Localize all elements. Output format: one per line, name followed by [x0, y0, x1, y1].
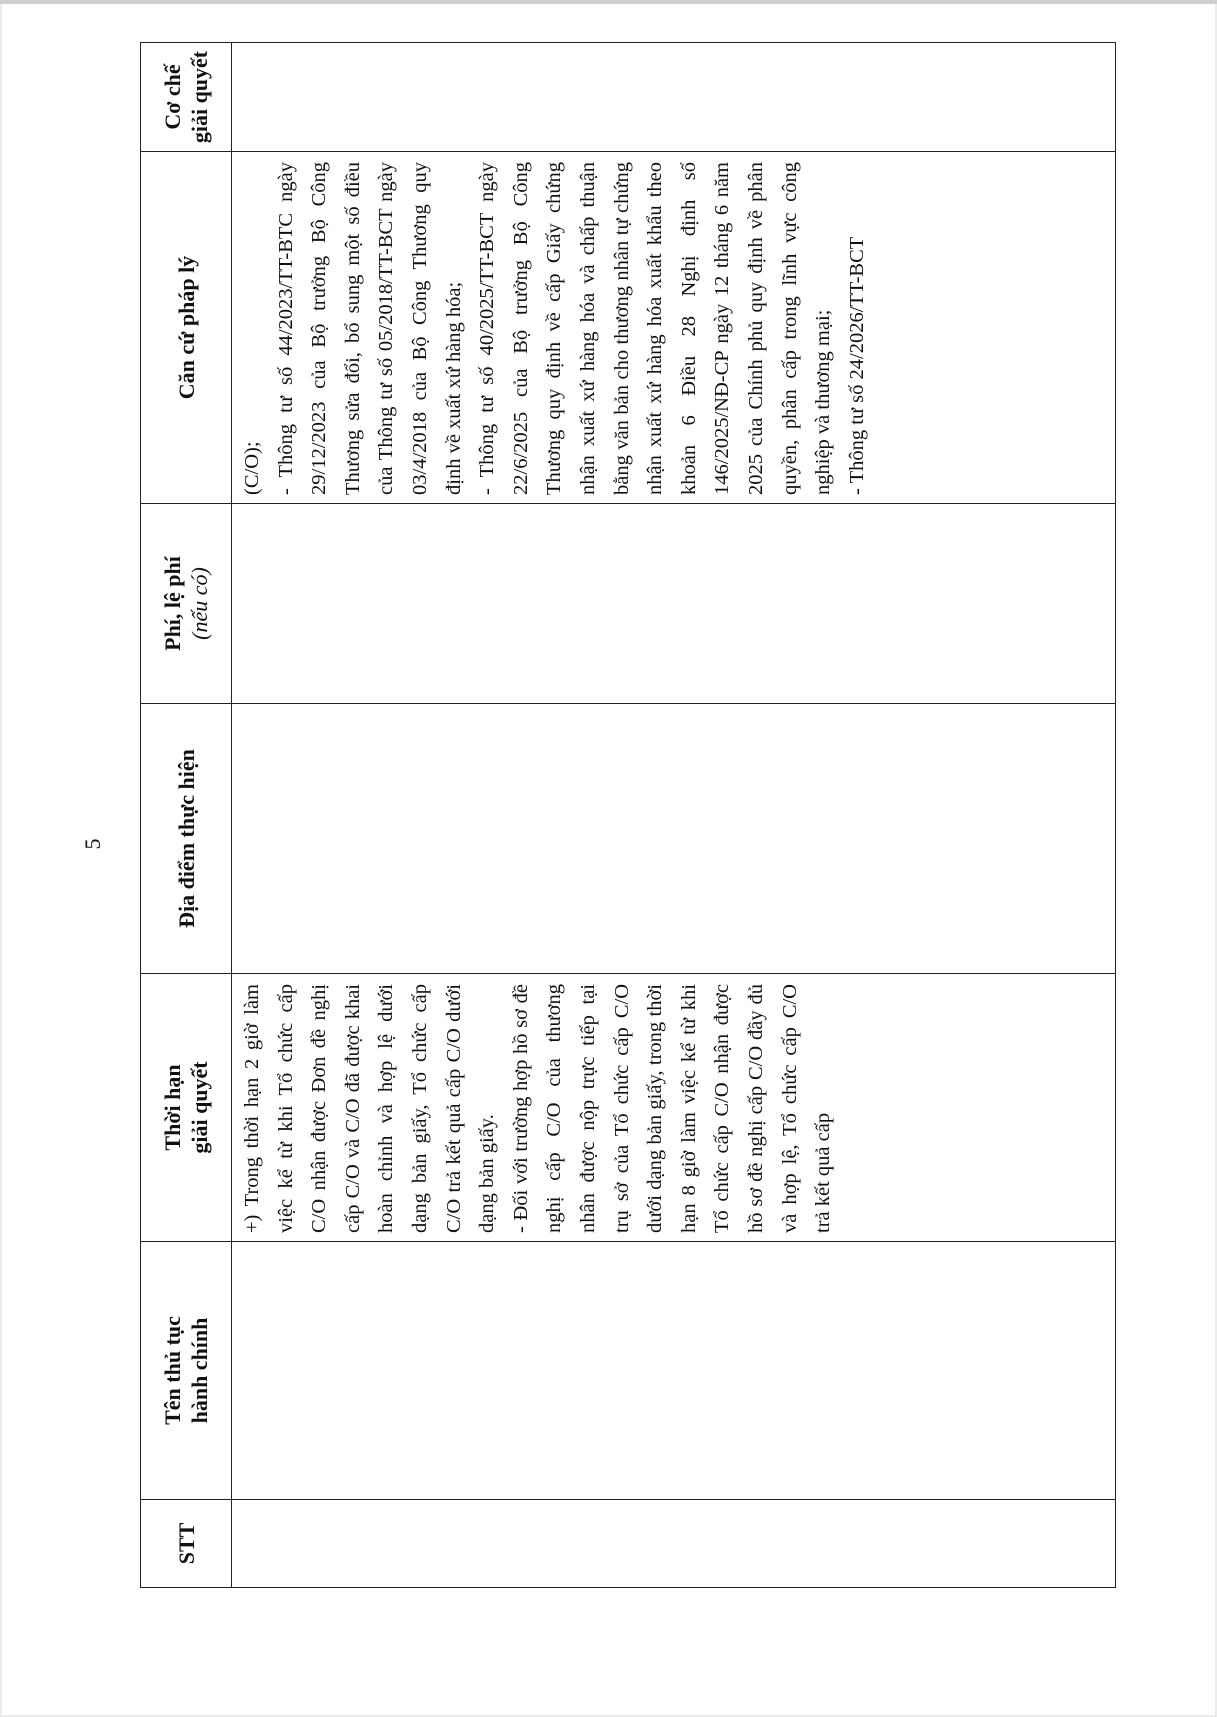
header-time-limit — [141, 974, 232, 1242]
cell-location — [232, 704, 1116, 974]
header-time-limit-line-1: Thời hạn — [160, 1064, 185, 1151]
cell-mechanism — [232, 43, 1116, 152]
rotated-table-frame — [140, 43, 1115, 1588]
legal-basis-paragraph: (C/O); — [241, 441, 263, 495]
cell-legal-basis — [232, 152, 1116, 504]
legal-basis-paragraph: - Thông tư số 24/2026/TT-BCT — [845, 236, 868, 495]
table-header-row — [141, 43, 232, 1588]
header-mechanism — [141, 43, 232, 152]
header-mechanism-line-2: giải quyết — [187, 50, 212, 144]
cell-stt — [232, 1500, 1116, 1588]
header-procedure-name-line-1: Tên thủ tục — [160, 1316, 185, 1425]
procedure-table — [140, 42, 1116, 1588]
header-fee-label: Phí, lệ phí — [160, 556, 185, 651]
header-mechanism-line-1: Cơ chế — [160, 64, 185, 130]
header-fee — [141, 504, 232, 704]
legal-basis-paragraph: - Thông tư số 44/2023/TT-BTC ngày 29/12/2023 của Bộ trưởng Bộ Công Thương sửa đổi, bổ sung một số điều của Thông tư số 05/2018/TT-BCT ngày 03/4/2018 của Bộ Công Thương quy định về xuất xứ hàng hóa; — [274, 162, 465, 495]
header-legal-basis: Căn cứ pháp lý — [141, 152, 232, 504]
legal-basis-paragraph: - Thông tư số 40/2025/TT-BCT ngày 22/6/2025 của Bộ trưởng Bộ Công Thương quy định về cấp Giấy chứng nhận xuất xứ hàng hóa và chấp thuận bằng văn bản cho thương nhân tự chứng nhận xuất xứ hàng hóa xuất khẩu theo khoản 6 Điều 28 Nghị định số 146/2025/NĐ-CP ngày 12 tháng 6 năm 2025 của Chính phủ quy định về phân quyền, phân cấp trong lĩnh vực công nghiệp và thương mại; — [476, 162, 835, 495]
cell-time-limit — [232, 974, 1116, 1242]
header-procedure-name-line-2: hành chính — [187, 1317, 212, 1424]
cell-fee — [232, 504, 1116, 704]
page-number: 5 — [80, 838, 105, 850]
header-time-limit-line-2: giải quyết — [187, 1061, 212, 1154]
header-fee-note: (nếu có) — [187, 567, 212, 640]
time-limit-paragraph: - Đối với trường hợp hồ sơ đề nghị cấp C/O của thương nhân được nộp trực tiếp tại trụ sở của Tổ chức cấp C/O dưới dạng bản giấy, trong thời hạn 8 giờ làm việc kể từ khi Tổ chức cấp C/O nhận được hồ sơ đề nghị cấp C/O đầy đủ và hợp lệ, Tổ chức cấp C/O trả kết quả cấp — [509, 984, 835, 1233]
header-stt: STT — [141, 1500, 232, 1588]
table-row — [232, 43, 1116, 1588]
header-procedure-name — [141, 1242, 232, 1500]
cell-procedure-name — [232, 1242, 1116, 1500]
time-limit-paragraph: +) Trong thời hạn 2 giờ làm việc kể từ khi Tổ chức cấp C/O nhận được Đơn đề nghị cấp C/O và C/O đã được khai hoàn chỉnh và hợp lệ dưới dạng bản giấy, Tổ chức cấp C/O trả kết quả cấp C/O dưới dạng bản giấy. — [241, 984, 499, 1233]
header-location: Địa điểm thực hiện — [141, 704, 232, 974]
